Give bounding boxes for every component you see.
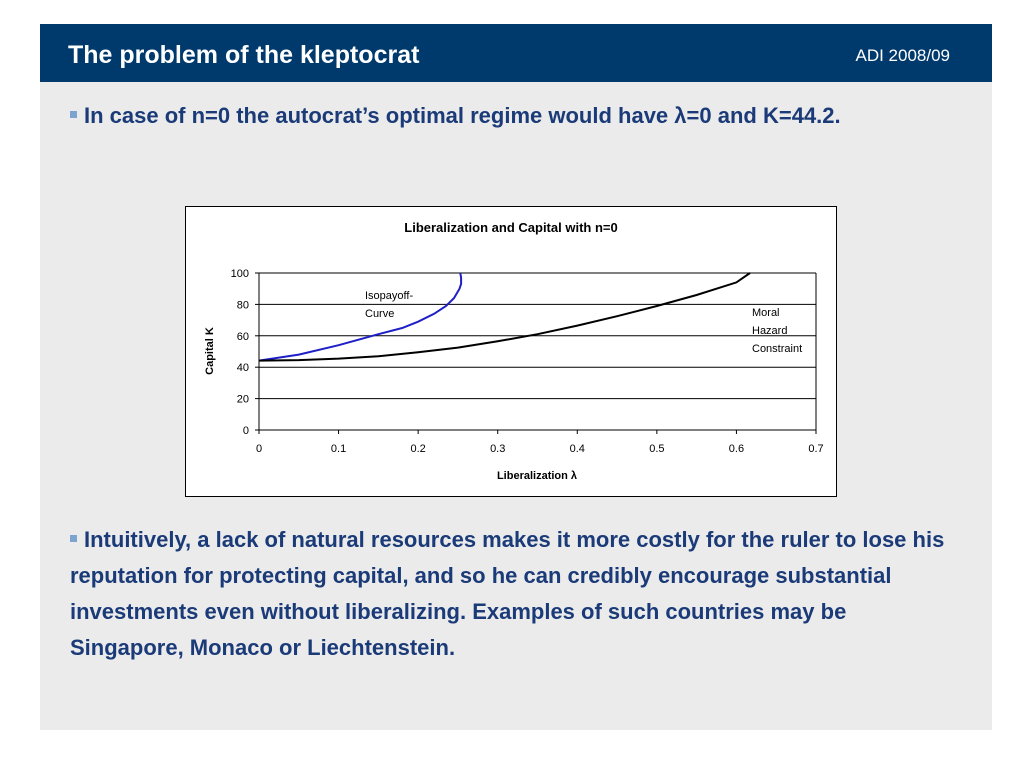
bullet-marker	[70, 535, 77, 542]
bullet-marker	[70, 111, 77, 118]
bullet-optimal-regime	[70, 98, 890, 134]
series-label: Isopayoff-	[365, 290, 414, 302]
y-tick-label: 0	[242, 425, 249, 437]
y-tick-label: 20	[236, 393, 249, 406]
y-tick-label: 60	[236, 330, 249, 343]
y-tick-label: 100	[230, 268, 249, 280]
x-tick-label: 0.7	[808, 443, 824, 455]
x-tick-label: 0.6	[728, 443, 745, 455]
y-axis-label: Capital K	[204, 327, 216, 375]
x-tick-label: 0.3	[490, 443, 506, 455]
liberalization-capital-chart	[186, 207, 836, 496]
bullet-text: Intuitively, a lack of natural resources makes it more costly for the ruler to lose his reputation for protecting capital, and so he can credibly encourage substantial investments even without liberalizing. Examples of such countries may be Singapore, Monaco or Liechtenstein.	[70, 527, 945, 660]
series-label: Curve	[365, 308, 395, 320]
y-tick-label: 80	[236, 299, 249, 312]
course-label: ADI 2008/09	[855, 46, 950, 65]
bullet-text-start: In case of n=0 the autocrat’s optimal regime would have	[84, 103, 675, 128]
series-label: Moral	[752, 307, 780, 319]
series-label: Constraint	[752, 343, 803, 355]
y-tick-label: 40	[236, 362, 249, 375]
isopayoff-curve-line	[259, 273, 461, 361]
bullet-text-end: =0 and K=44.2.	[686, 103, 841, 128]
chart-container	[185, 206, 837, 497]
slide-title: The problem of the kleptocrat	[68, 41, 420, 69]
x-axis-label: Liberalization λ	[496, 470, 578, 482]
x-tick-label: 0.4	[569, 443, 585, 455]
slide	[40, 24, 992, 730]
chart-title: Liberalization and Capital with n=0	[404, 220, 618, 235]
bullet-intuition	[70, 522, 960, 666]
x-tick-label: 0.5	[649, 443, 665, 455]
x-tick-label: 0.1	[330, 443, 347, 455]
x-tick-label: 0	[255, 443, 263, 455]
lambda-symbol: λ	[674, 103, 687, 128]
x-tick-label: 0.2	[410, 443, 426, 455]
series-label: Hazard	[752, 325, 788, 337]
slide-header	[40, 24, 992, 82]
